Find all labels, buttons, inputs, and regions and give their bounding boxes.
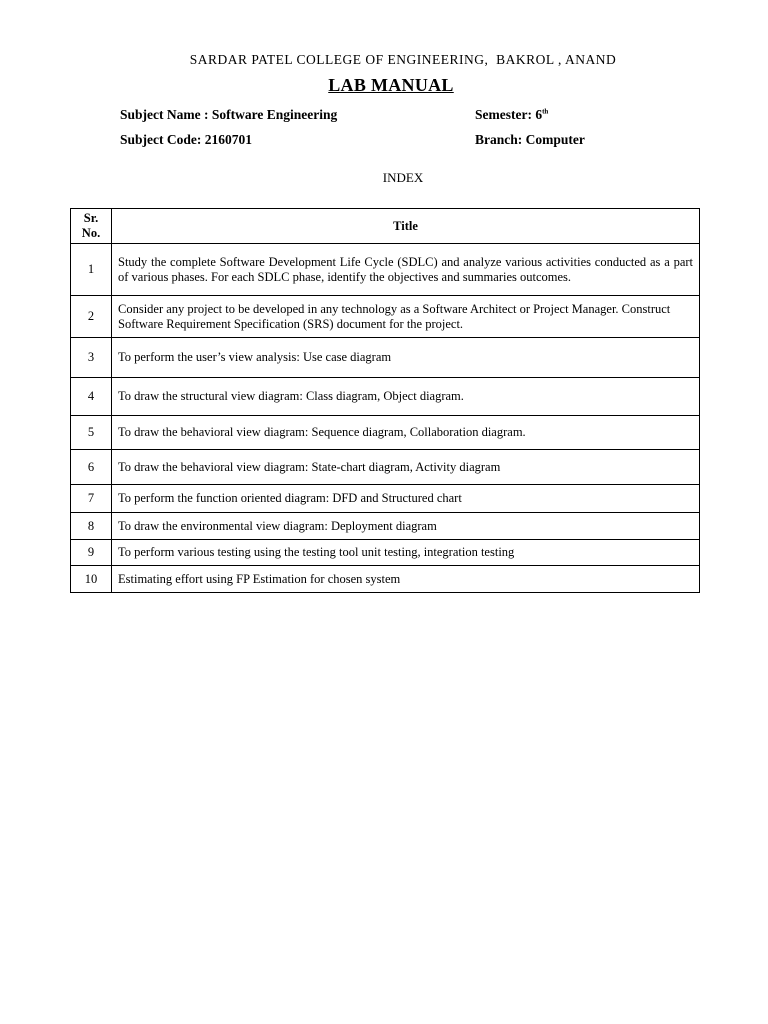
row-sr: 2 <box>71 296 112 338</box>
row-title: To draw the behavioral view diagram: Sequence diagram, Collaboration diagram. <box>112 416 700 450</box>
row-sr: 8 <box>71 513 112 540</box>
table-row <box>71 244 700 296</box>
index-heading: INDEX <box>382 170 424 185</box>
semester-suffix: th <box>542 107 549 116</box>
row-sr: 3 <box>71 338 112 378</box>
row-title: To perform the function oriented diagram: DFD and Structured chart <box>112 485 700 513</box>
header-sr-no: Sr. No. <box>71 209 112 244</box>
table-header-row <box>71 209 700 244</box>
row-sr: 9 <box>71 540 112 566</box>
subject-name: Subject Name : Software Engineering <box>120 107 338 122</box>
semester-label: Semester: 6 <box>475 107 543 122</box>
row-title: To draw the environmental view diagram: Deployment diagram <box>112 513 700 540</box>
row-title: Consider any project to be developed in any technology as a Software Architect or Project Manager. Construct Software Requirement Specification (SRS) document for the project. <box>112 296 700 338</box>
row-sr: 10 <box>71 566 112 593</box>
branch: Branch: Computer <box>475 132 585 147</box>
header-title: Title <box>112 209 700 244</box>
table-row <box>71 513 700 540</box>
table-row <box>71 485 700 513</box>
row-title: Estimating effort using FP Estimation for chosen system <box>112 566 700 593</box>
row-sr: 6 <box>71 450 112 485</box>
row-sr: 5 <box>71 416 112 450</box>
table-row <box>71 566 700 593</box>
table-row <box>71 416 700 450</box>
row-title: To perform various testing using the testing tool unit testing, integration testing <box>112 540 700 566</box>
table-row <box>71 540 700 566</box>
row-title: Study the complete Software Development Life Cycle (SDLC) and analyze various activities conducted as a part of various phases. For each SDLC phase, identify the objectives and summaries outcomes. <box>112 244 700 296</box>
subject-code: Subject Code: 2160701 <box>120 132 252 147</box>
row-title: To draw the behavioral view diagram: State-chart diagram, Activity diagram <box>112 450 700 485</box>
college-name: SARDAR PATEL COLLEGE OF ENGINEERING, BAKROL , ANAND <box>189 52 617 67</box>
table-row <box>71 338 700 378</box>
row-title: To perform the user’s view analysis: Use case diagram <box>112 338 700 378</box>
document-title: LAB MANUAL <box>328 75 454 95</box>
semester <box>475 107 548 123</box>
row-sr: 4 <box>71 378 112 416</box>
table-row <box>71 378 700 416</box>
index-table <box>70 208 700 593</box>
table-row <box>71 450 700 485</box>
row-sr: 1 <box>71 244 112 296</box>
row-sr: 7 <box>71 485 112 513</box>
row-title: To draw the structural view diagram: Class diagram, Object diagram. <box>112 378 700 416</box>
table-row <box>71 296 700 338</box>
